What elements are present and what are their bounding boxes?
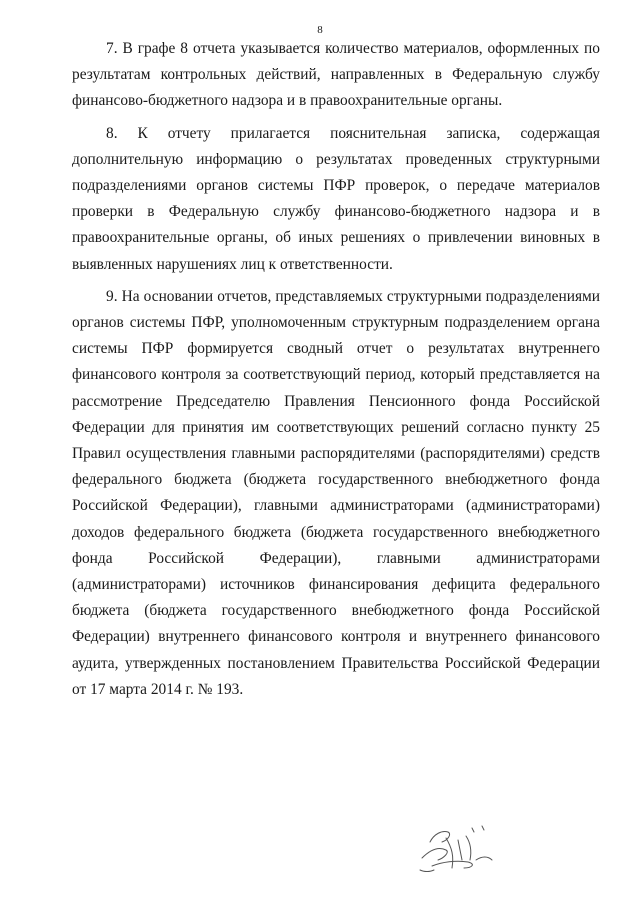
paragraph-7: 7. В графе 8 отчета указывается количество материалов, оформленных по результатам контрольных действий, направленных в Федеральную службу финансово-бюджетного надзора и в правоохранительные органы. (72, 40, 600, 110)
page-number: 8 (317, 24, 323, 36)
document-body (72, 36, 600, 709)
paragraph-8: 8. К отчету прилагается пояснительная записка, содержащая дополнительную информацию о результатах проведенных структурными подразделениями органов системы ПФР проверок, о передаче материалов проверки в Федеральную службу финансово-бюджетного надзора и в правоохранительные органы, об иных решениях о привлечении виновных в выявленных нарушениях лиц к ответственности. (72, 124, 600, 273)
handwritten-signature-icon (412, 820, 507, 880)
paragraph-9: 9. На основании отчетов, представляемых структурными подразделениями органов системы ПФР, уполномоченным структурным подразделением органа системы ПФР формируется сводный отчет о результатах внутреннего финансового контроля за соответствующий период, который представляется на рассмотрение Председателю Правления Пенсионного фонда Российской Федерации для принятия им соответствующих решений согласно пункту 25 Правил осуществления главными распорядителями (распорядителями) средств федерального бюджета (бюджета государственного внебюджетного фонда Российской Федерации), главными администраторами (администраторами) доходов федерального бюджета (бюджета государственного внебюджетного фонда Российской Федерации), главными администраторами (администраторами) источников финансирования дефицита федерального бюджета (бюджета государственного внебюджетного фонда Российской Федерации) внутреннего финансового контроля и внутреннего финансового аудита, утвержденных постановлением Правительства Российской Федерации от 17 марта 2014 г. № 193. (72, 287, 600, 698)
